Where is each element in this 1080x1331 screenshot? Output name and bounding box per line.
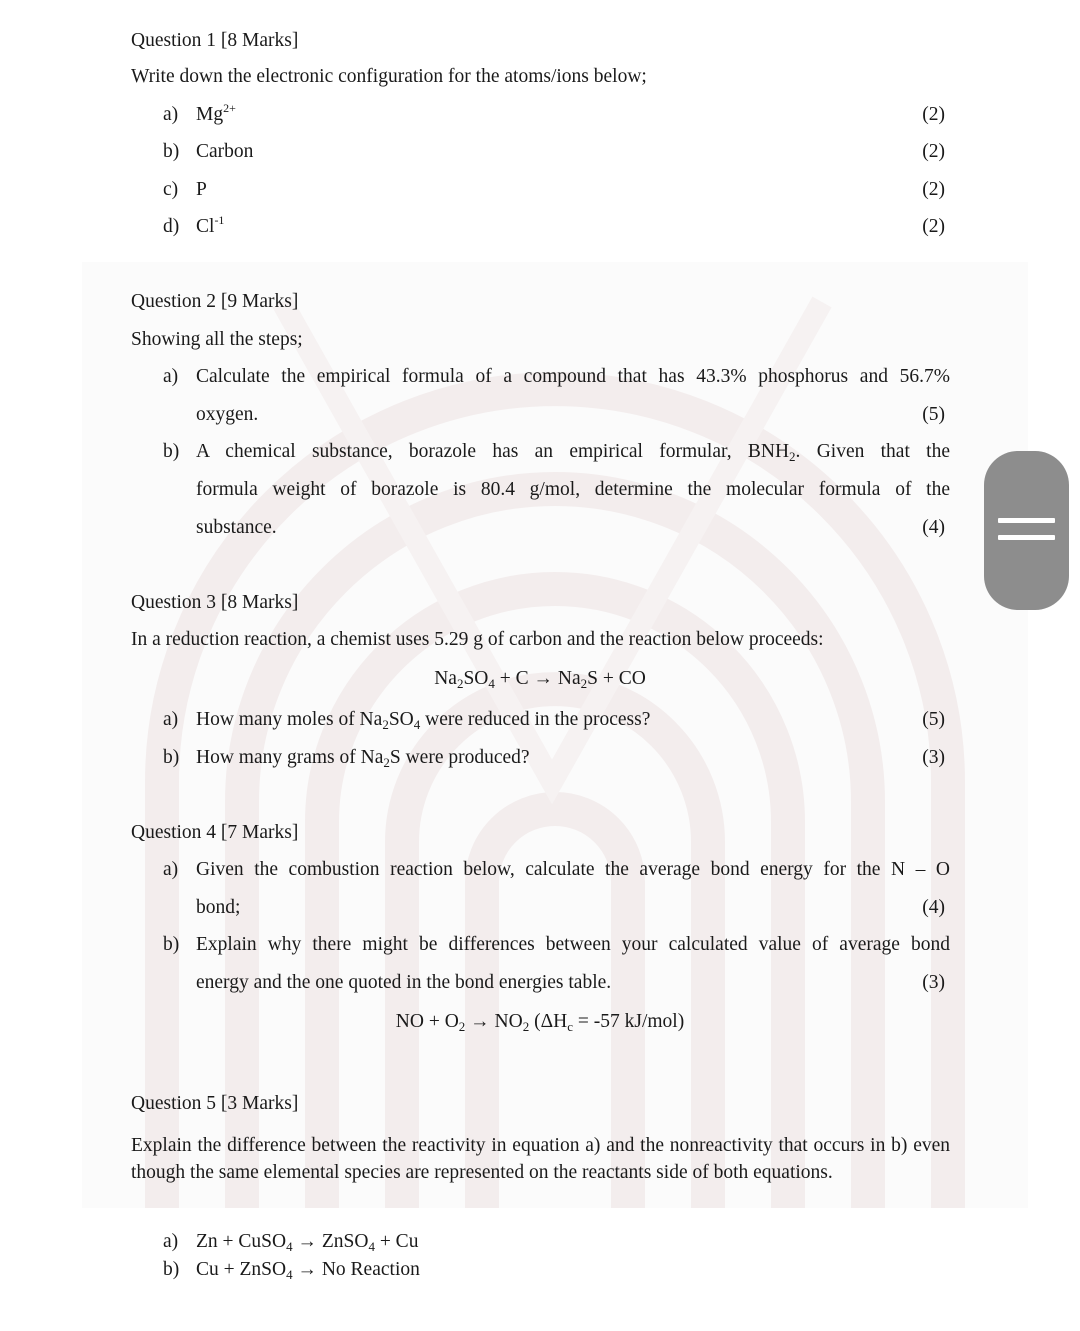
q2-b-marks: (4) — [922, 517, 945, 538]
grip-line-bottom — [998, 535, 1055, 540]
q2-title: Question 2 [9 Marks] — [131, 291, 299, 312]
q2-b-line1: A chemical substance, borazole has an empirical formular, $BNH_2$. Given that the — [196, 441, 950, 464]
grip-line-top — [998, 518, 1055, 523]
q3-a-text: How many moles of $Na_2SO_4$ were reduced in the process? — [196, 709, 651, 732]
q2-a-line2: oxygen. — [196, 404, 259, 425]
q5-paragraph: Explain the difference between the reactivity in equation a) and the nonreactivity that occurs in b) even though the same elemental species are represented on the reactants side of both equations. — [131, 1135, 950, 1183]
q3-b-text: How many grams of $Na_2S$ were produced? — [196, 747, 530, 770]
scroll-drag-handle[interactable] — [984, 451, 1069, 610]
q4-a-line2: bond; — [196, 897, 241, 918]
q1-d-label: d) — [163, 216, 180, 237]
q3-a-label: a) — [163, 709, 179, 730]
q4-b-line1: Explain why there might be differences between your calculated value of average bond — [196, 934, 950, 955]
q4-b-line2: energy and the one quoted in the bond energies table. — [196, 972, 612, 993]
q3-b-label: b) — [163, 747, 180, 768]
q1-prompt: Write down the electronic configuration for the atoms/ions below; — [131, 66, 647, 87]
q4-b-label: b) — [163, 934, 180, 955]
q4-a-marks: (4) — [922, 897, 945, 918]
q5-b-equation: Cu + ZnSO$_4$ → No Reaction — [196, 1259, 420, 1282]
q3-a-marks: (5) — [922, 709, 945, 730]
q1-a-marks: (2) — [922, 104, 945, 125]
q3-equation: $Na_2SO_4 + C \to Na_2S$ + CO — [434, 668, 646, 691]
q5-a-label: a) — [163, 1231, 179, 1252]
q4-equation: NO + $O_2 \to NO_2$ ($\Delta H_c = -57$ kJ/mol) — [395, 1011, 685, 1034]
q2-a-line1: Calculate the empirical formula of a compound that has 43.3% phosphorus and 56.7% — [196, 366, 950, 387]
q2-a-label: a) — [163, 366, 179, 387]
q4-a-line1: Given the combustion reaction below, calculate the average bond energy for the N – O — [196, 859, 950, 880]
q2-prompt: Showing all the steps; — [131, 329, 303, 350]
q2-b-line3: substance. — [196, 517, 277, 538]
q5-a-equation: Zn + CuSO$_4$ → ZnSO$_4$ + Cu — [196, 1231, 419, 1254]
q1-title: Question 1 [8 Marks] — [131, 30, 299, 51]
q1-b-text: Carbon — [196, 141, 254, 162]
q1-b-marks: (2) — [922, 141, 945, 162]
q2-b-line2: formula weight of borazole is 80.4 g/mol, determine the molecular formula of the — [196, 479, 950, 500]
q5-b-label: b) — [163, 1259, 180, 1280]
q1-a-text: $Mg^{2+}$ — [196, 101, 236, 125]
q1-a-label: a) — [163, 104, 179, 125]
q1-d-marks: (2) — [922, 216, 945, 237]
q3-prompt: In a reduction reaction, a chemist uses 5.29 g of carbon and the reaction below proceeds: — [131, 629, 824, 650]
q3-b-marks: (3) — [922, 747, 945, 768]
q2-b-label: b) — [163, 441, 180, 462]
q1-b-label: b) — [163, 141, 180, 162]
q1-c-marks: (2) — [922, 179, 945, 200]
q4-b-marks: (3) — [922, 972, 945, 993]
q4-a-label: a) — [163, 859, 179, 880]
q3-title: Question 3 [8 Marks] — [131, 592, 299, 613]
q1-c-text: P — [196, 179, 207, 200]
q2-a-marks: (5) — [922, 404, 945, 425]
q5-title: Question 5 [3 Marks] — [131, 1093, 299, 1114]
q4-title: Question 4 [7 Marks] — [131, 822, 299, 843]
q1-d-text: $Cl^{-1}$ — [196, 213, 225, 237]
q1-c-label: c) — [163, 179, 179, 200]
